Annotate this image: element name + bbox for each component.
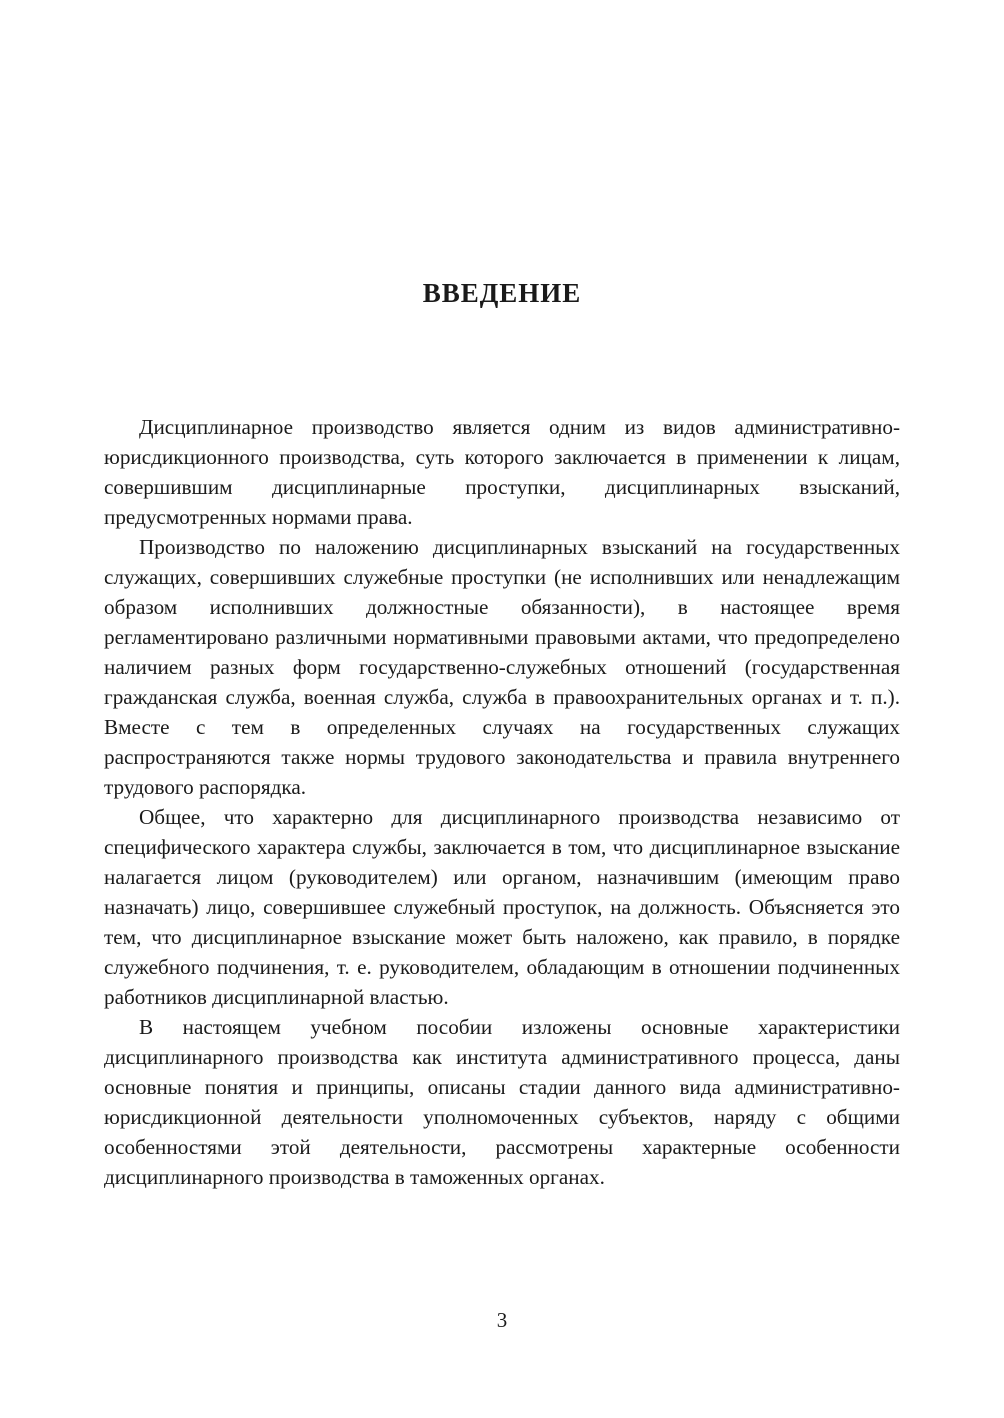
paragraph: Дисциплинарное производство является одним из видов административно-юрисдикционного производства, суть которого заключается в применении к лицам, совершившим дисциплинарные проступки, дисциплинарных взысканий, предусмотренных нормами права.: [104, 415, 900, 529]
paragraph: В настоящем учебном пособии изложены основные характеристики дисциплинарного производства как института административного процесса, даны основные понятия и принципы, описаны стадии данного вида административно-юрисдикционной деятельности уполномоченных субъектов, наряду с общими особенностями этой деятельности, рассмотрены характерные особенности дисциплинарного производства в таможенных органах.: [104, 1015, 900, 1189]
page-number: 3: [496, 1308, 508, 1332]
page-title: ВВЕДЕНИЕ: [422, 278, 582, 308]
paragraph: Производство по наложению дисциплинарных взысканий на государственных служащих, совершивших служебные проступки (не исполнивших или ненадлежащим образом исполнивших должностные обязанности), в настоящее время регламентировано различными нормативными правовыми актами, что предопределено наличием разных форм государственно-служебных отношений (государственная гражданская служба, военная служба, служба в правоохранительных органах и т. п.). Вместе с тем в определенных случаях на государственных служащих распространяются также нормы трудового законодательства и правила внутреннего трудового распорядка.: [104, 535, 900, 799]
body-text: [104, 412, 900, 1192]
paragraph: Общее, что характерно для дисциплинарного производства независимо от специфического характера службы, заключается в том, что дисциплинарное взыскание налагается лицом (руководителем) или органом, назначившим (имеющим право назначать) лицо, совершившее служебный проступок, на должность. Объясняется это тем, что дисциплинарное взыскание может быть наложено, как правило, в порядке служебного подчинения, т. е. руководителем, обладающим в отношении подчиненных работников дисциплинарной властью.: [104, 805, 900, 1009]
